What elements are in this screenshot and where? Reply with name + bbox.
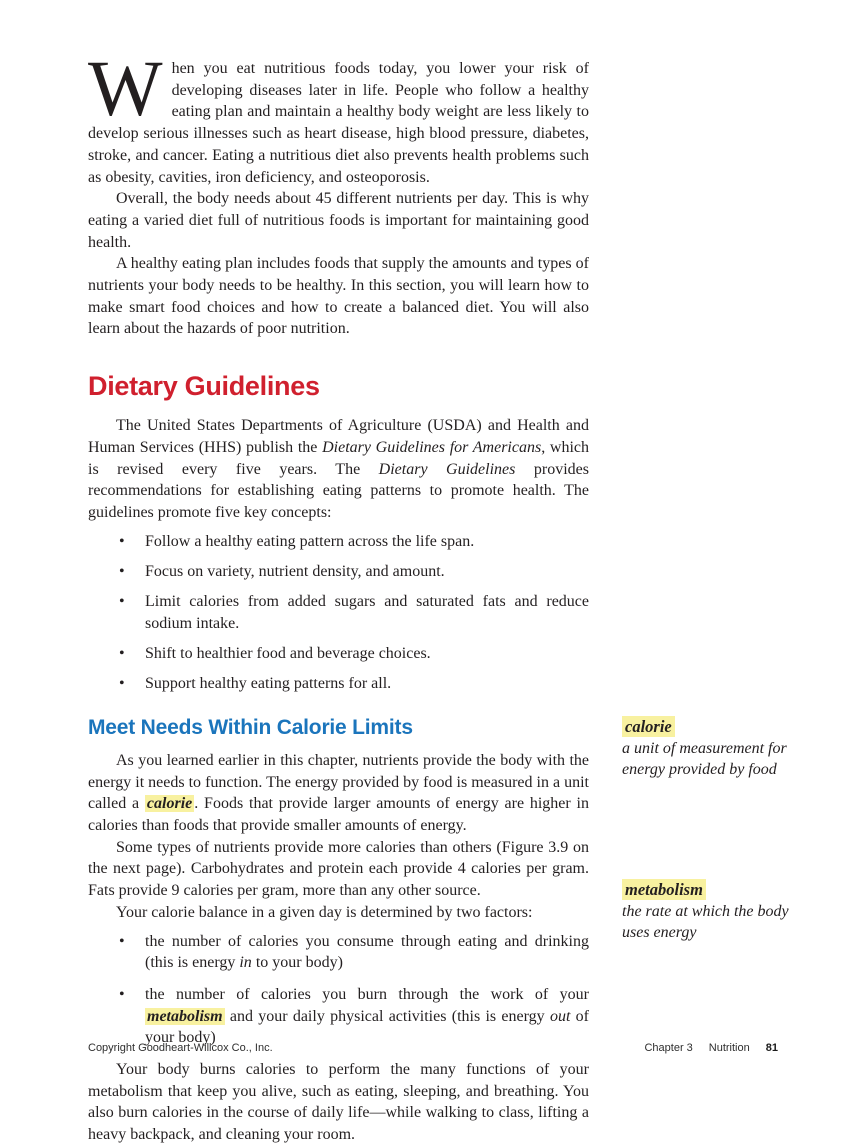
chapter-label: Chapter 3 <box>644 1042 693 1054</box>
main-text-column <box>88 46 590 1146</box>
vocab-definition: the rate at which the body uses energy <box>622 903 789 941</box>
calorie-paragraph-3: Your calorie balance in a given day is determined by two factors: <box>116 903 533 921</box>
intro-paragraph-2: Overall, the body needs about 45 different nutrients per day. This is why eating a varied diet full of nutritious foods is important for maintaining good health. <box>88 190 589 251</box>
calorie-paragraph-2: Some types of nutrients provide more calories than others (Figure 3.9 on the next page). Carbohydrates and protein each provide 4 calories per gram. Fats provide 9 calories per gram, more than any other source. <box>88 838 589 900</box>
list-item: • Shift to healthier food and beverage choices. <box>88 643 589 665</box>
footer-right <box>644 1042 778 1054</box>
list-item: • Limit calories from added sugars and saturated fats and reduce sodium intake. <box>88 591 589 634</box>
margin-note-metabolism <box>622 879 797 943</box>
dietary-guidelines-list <box>88 531 589 695</box>
list-item: • the number of calories you burn through the work of your metabolism and your daily physical activities (this is energy out of your body) <box>88 984 589 1049</box>
margin-note-calorie <box>622 716 797 780</box>
list-item: • Follow a healthy eating pattern across the life span. <box>88 531 589 553</box>
vocab-term: metabolism <box>622 879 706 900</box>
calorie-balance-list <box>88 931 589 1050</box>
list-item: • Focus on variety, nutrient density, and amount. <box>88 561 589 583</box>
calorie-paragraph-4: Your body burns calories to perform the many functions of your metabolism that keep you alive, such as eating, sleeping, and breathing. You also burn calories in the course of daily life—while walking to class, lifting a heavy backpack, and cleaning your room. <box>88 1061 589 1144</box>
list-item: • the number of calories you consume through eating and drinking (this is energy in to your body) <box>88 931 589 974</box>
drop-cap: W <box>88 46 163 133</box>
list-item: • Support healthy eating patterns for all. <box>88 673 589 695</box>
copyright-text: Copyright Goodheart-Willcox Co., Inc. <box>88 1042 273 1054</box>
dietary-intro-paragraph: The United States Departments of Agriculture (USDA) and Health and Human Services (HHS) publish the Dietary Guidelines for Americans, which is revised every five years. The Dietary Guidelines provides recommendations for establishing eating patterns to promote health. The guidelines promote five key concepts: <box>88 417 589 521</box>
page-footer <box>88 1042 778 1054</box>
chapter-title: Nutrition <box>708 1042 750 1054</box>
vocab-term: calorie <box>622 716 675 737</box>
intro-paragraph-3: A healthy eating plan includes foods that supply the amounts and types of nutrients your body needs to be healthy. In this section, you will learn how to make smart food choices and how to create a balanced diet. You will also learn about the hazards of poor nutrition. <box>88 255 589 338</box>
intro-paragraph-1-text: hen you eat nutritious foods today, you lower your risk of developing diseases later in life. People who follow a healthy eating plan and maintain a healthy body weight are less likely to develop serious illnesses such as heart disease, high blood pressure, diabetes, stroke, and cancer. Eating a nutritious diet also prevents health problems such as obesity, cavities, iron deficiency, and osteoporosis. <box>88 60 589 186</box>
vocab-definition: a unit of measurement for energy provided by food <box>622 740 787 778</box>
page-number: 81 <box>765 1042 778 1054</box>
intro-paragraph-1 <box>88 46 589 188</box>
subsection-heading-calorie-limits: Meet Needs Within Calorie Limits <box>88 715 413 739</box>
section-heading-dietary-guidelines: Dietary Guidelines <box>88 371 320 402</box>
calorie-paragraph-1: As you learned earlier in this chapter, nutrients provide the body with the energy it needs to function. The energy provided by food is measured in a unit called a calorie . Foods that provide larger amounts of energy are higher in calories than foods that provide smaller amounts of energy. <box>88 751 589 834</box>
